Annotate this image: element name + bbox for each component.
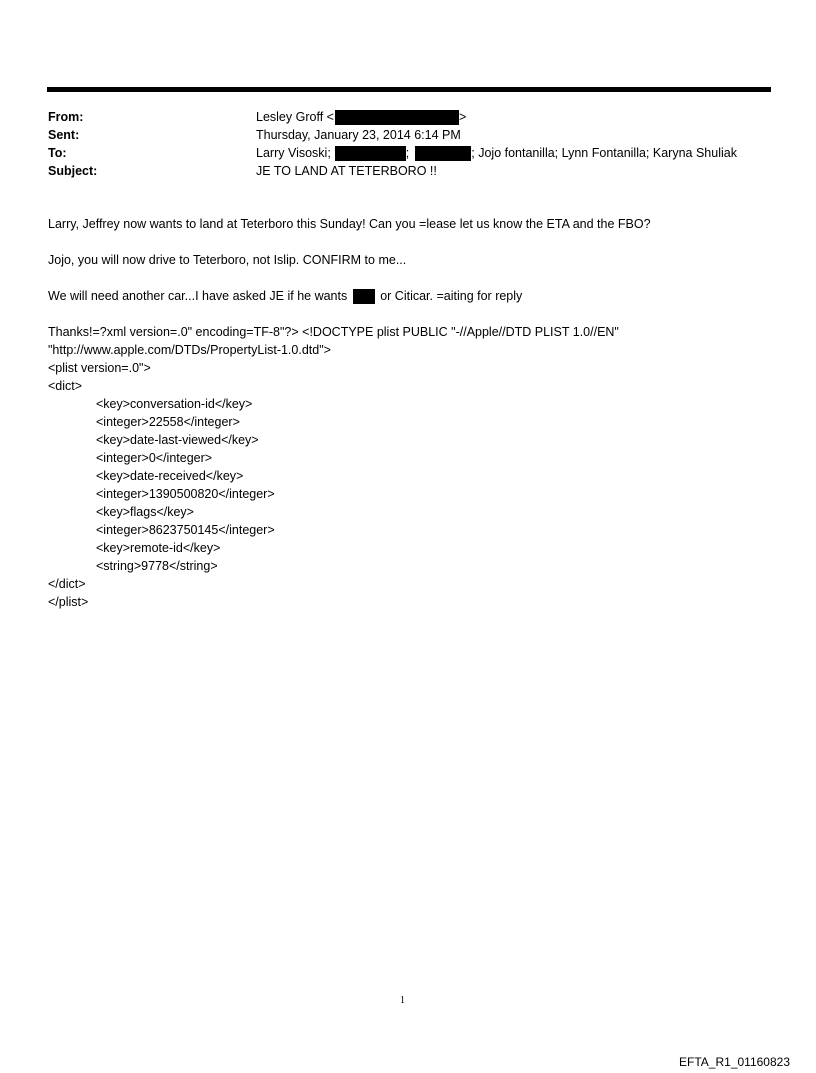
- plist-line: <key>flags</key>: [96, 505, 194, 519]
- from-label: From:: [48, 110, 84, 124]
- plist-line: <dict>: [48, 379, 83, 393]
- to-end: ; Jojo fontanilla; Lynn Fontanilla; Karyna Shuliak: [471, 146, 737, 160]
- to-sep: ;: [405, 146, 410, 160]
- plist-line: <key>date-received</key>: [96, 469, 244, 483]
- subject-label: Subject:: [48, 164, 98, 178]
- plist-line: "http://www.apple.com/DTDs/PropertyList-1.0.dtd">: [48, 343, 331, 357]
- plist-line: Thanks!=?xml version=.0" encoding=TF-8"?> <!DOCTYPE plist PUBLIC "-//Apple//DTD PLIST 1.0//EN": [48, 325, 619, 339]
- plist-line: <plist version=.0">: [48, 361, 151, 375]
- page-number: 1: [400, 995, 405, 1006]
- email-header: [48, 108, 737, 180]
- subject-row: [48, 162, 737, 180]
- redaction-box: [335, 110, 459, 125]
- body-paragraph-3: [48, 287, 522, 305]
- header-rule: [47, 87, 771, 92]
- from-value: [256, 108, 466, 126]
- document-id: EFTA_R1_01160823: [679, 1055, 790, 1069]
- plist-line: <integer>8623750145</integer>: [96, 523, 275, 537]
- to-start: Larry Visoski;: [256, 146, 331, 160]
- subject-value: JE TO LAND AT TETERBORO !!: [256, 164, 437, 178]
- from-close: >: [458, 110, 467, 124]
- plist-line: <key>conversation-id</key>: [96, 397, 253, 411]
- to-label: To:: [48, 146, 67, 160]
- sent-row: [48, 126, 737, 144]
- body-paragraph-1: Larry, Jeffrey now wants to land at Teterboro this Sunday! Can you =lease let us know the ETA and the FBO?: [48, 217, 651, 231]
- plist-line: <string>9778</string>: [96, 559, 218, 573]
- p3-end: or Citicar. =aiting for reply: [380, 289, 523, 303]
- plist-line: </plist>: [48, 595, 89, 609]
- plist-block: [48, 323, 619, 611]
- from-name: Lesley Groff <: [256, 110, 334, 124]
- plist-line: <key>date-last-viewed</key>: [96, 433, 259, 447]
- redaction-box: [415, 146, 471, 161]
- plist-line: <integer>22558</integer>: [96, 415, 240, 429]
- redaction-box: [353, 289, 375, 304]
- to-value: [256, 144, 737, 162]
- from-row: [48, 108, 737, 126]
- plist-line: </dict>: [48, 577, 86, 591]
- sent-value: Thursday, January 23, 2014 6:14 PM: [256, 128, 461, 142]
- redaction-box: [335, 146, 406, 161]
- plist-line: <integer>0</integer>: [96, 451, 213, 465]
- sent-label: Sent:: [48, 128, 80, 142]
- p3-start: We will need another car...I have asked JE if he wants: [48, 289, 348, 303]
- body-paragraph-2: Jojo, you will now drive to Teterboro, not Islip. CONFIRM to me...: [48, 253, 407, 267]
- to-row: [48, 144, 737, 162]
- plist-line: <key>remote-id</key>: [96, 541, 221, 555]
- plist-line: <integer>1390500820</integer>: [96, 487, 275, 501]
